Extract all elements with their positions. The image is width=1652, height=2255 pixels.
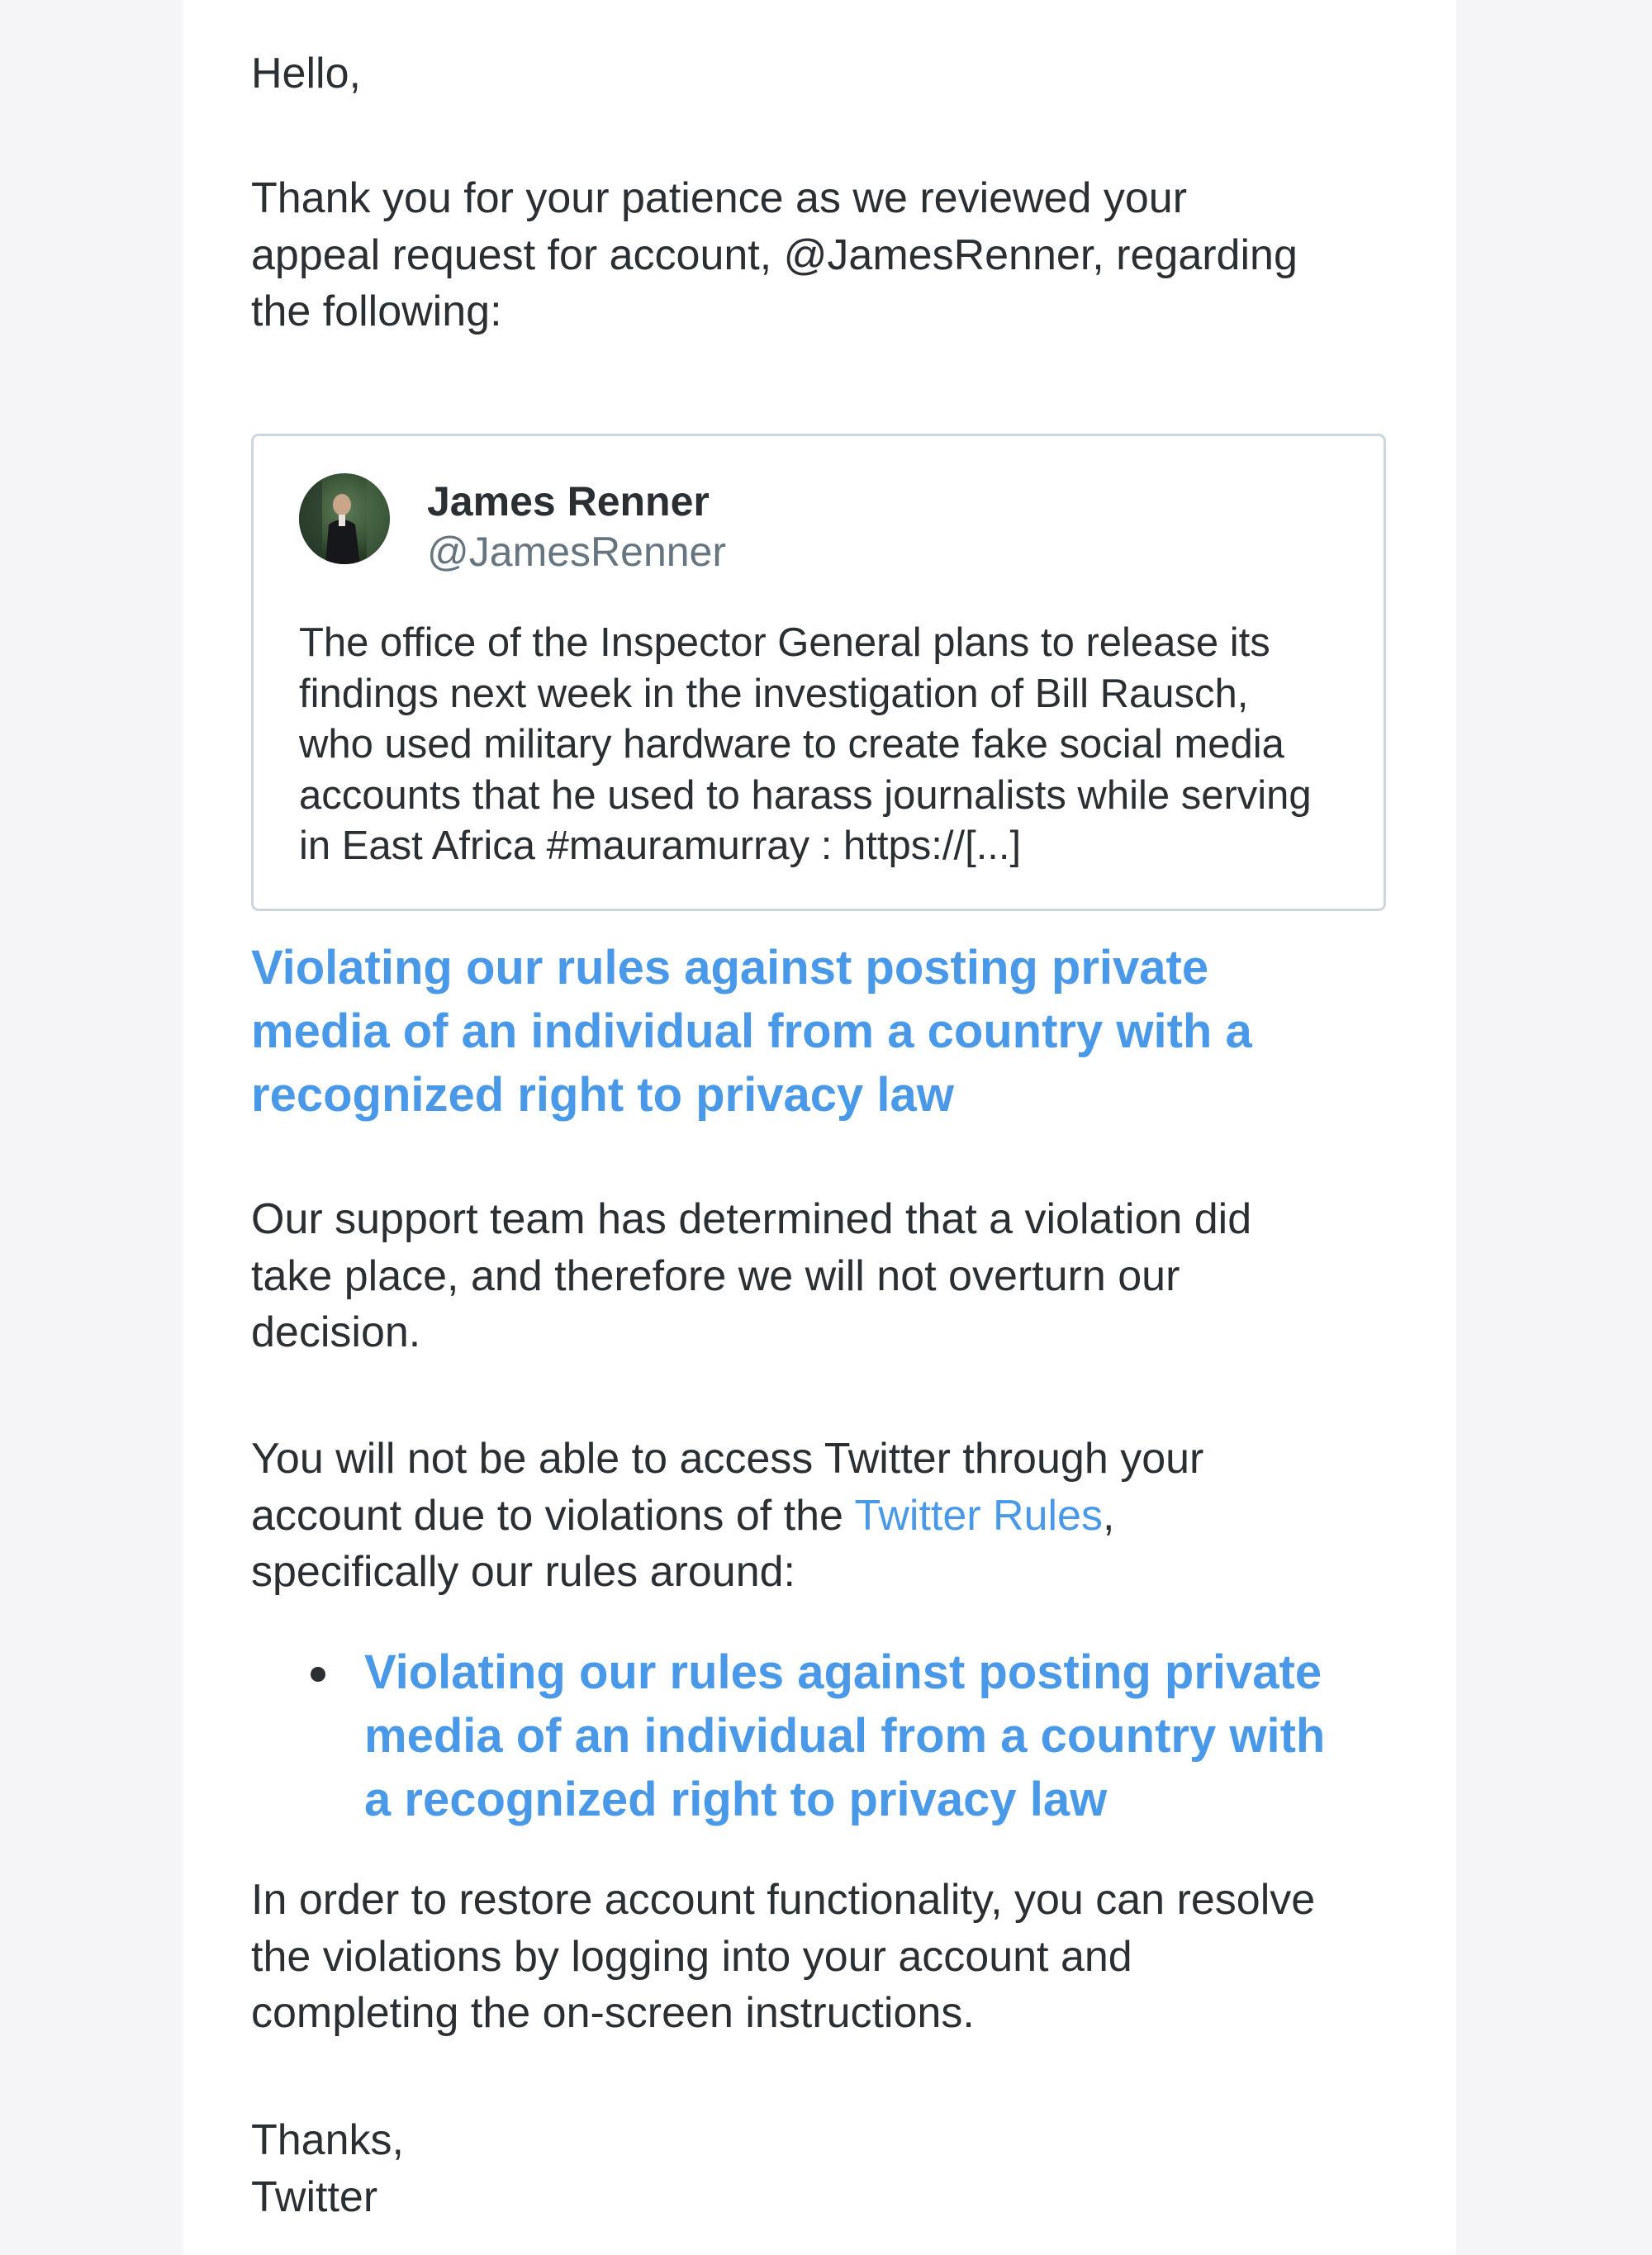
tweet-text-line: who used military hardware to create fake social media: [299, 722, 1284, 767]
violation-heading: [251, 936, 1252, 1127]
violation-heading-line: Violating our rules against posting private: [251, 941, 1209, 995]
access-line: You will not be able to access Twitter through your: [251, 1435, 1204, 1483]
tweet-text-line: The office of the Inspector General plans to release its: [299, 620, 1270, 665]
access-line-prefix: account due to violations of the: [251, 1491, 855, 1540]
tweet-text-line: accounts that he used to harass journalists while serving: [299, 772, 1312, 818]
rules-list-item-line: media of an individual from a country with: [364, 1709, 1326, 1763]
restore-line: the violations by logging into your account and: [251, 1932, 1132, 1981]
twitter-rules-link[interactable]: Twitter Rules: [854, 1491, 1103, 1540]
violation-heading-line: media of an individual from a country with a: [251, 1004, 1252, 1058]
intro-line: Thank you for your patience as we reviewed your: [251, 174, 1188, 222]
access-paragraph: [251, 1431, 1203, 1601]
intro-line: the following:: [251, 287, 502, 335]
greeting: Hello,: [251, 50, 361, 97]
intro-line: appeal request for account, @JamesRenner, regarding: [251, 230, 1298, 279]
determination-paragraph: [251, 1191, 1251, 1361]
rules-list-item-line: Violating our rules against posting private: [364, 1645, 1322, 1699]
access-line-suffix: ,: [1102, 1491, 1115, 1540]
email-body: [183, 0, 1456, 2255]
tweet-author-name[interactable]: James Renner: [427, 478, 710, 525]
avatar-image: [299, 473, 390, 564]
tweet-author-handle[interactable]: @JamesRenner: [427, 529, 727, 575]
rules-list: [251, 1640, 1325, 1831]
access-line: specifically our rules around:: [251, 1548, 795, 1596]
avatar[interactable]: [299, 473, 390, 564]
tweet-text-line: in East Africa #mauramurray : https://[...]: [299, 824, 1022, 868]
determination-line: Our support team has determined that a violation did: [251, 1195, 1252, 1243]
restore-line: completing the on-screen instructions.: [251, 1989, 975, 2037]
restore-paragraph: [251, 1872, 1315, 2042]
determination-line: decision.: [251, 1308, 421, 1356]
rules-list-item[interactable]: [251, 1640, 1325, 1831]
tweet-text: [299, 618, 1312, 872]
embedded-tweet-card[interactable]: [251, 434, 1386, 911]
signature: Twitter: [251, 2172, 378, 2221]
rules-list-item-text[interactable]: [364, 1640, 1325, 1831]
bullet-icon: [311, 1667, 325, 1682]
determination-line: take place, and therefore we will not overturn our: [251, 1251, 1180, 1300]
signoff-line: Thanks,: [251, 2116, 404, 2164]
rules-list-item-line: a recognized right to privacy law: [364, 1773, 1108, 1826]
intro-paragraph: [251, 170, 1298, 340]
signoff: [251, 2112, 404, 2225]
restore-line: In order to restore account functionality, you can resolve: [251, 1876, 1316, 1924]
tweet-text-line: findings next week in the investigation of Bill Rausch,: [299, 671, 1249, 716]
violation-heading-line: recognized right to privacy law: [251, 1068, 954, 1122]
